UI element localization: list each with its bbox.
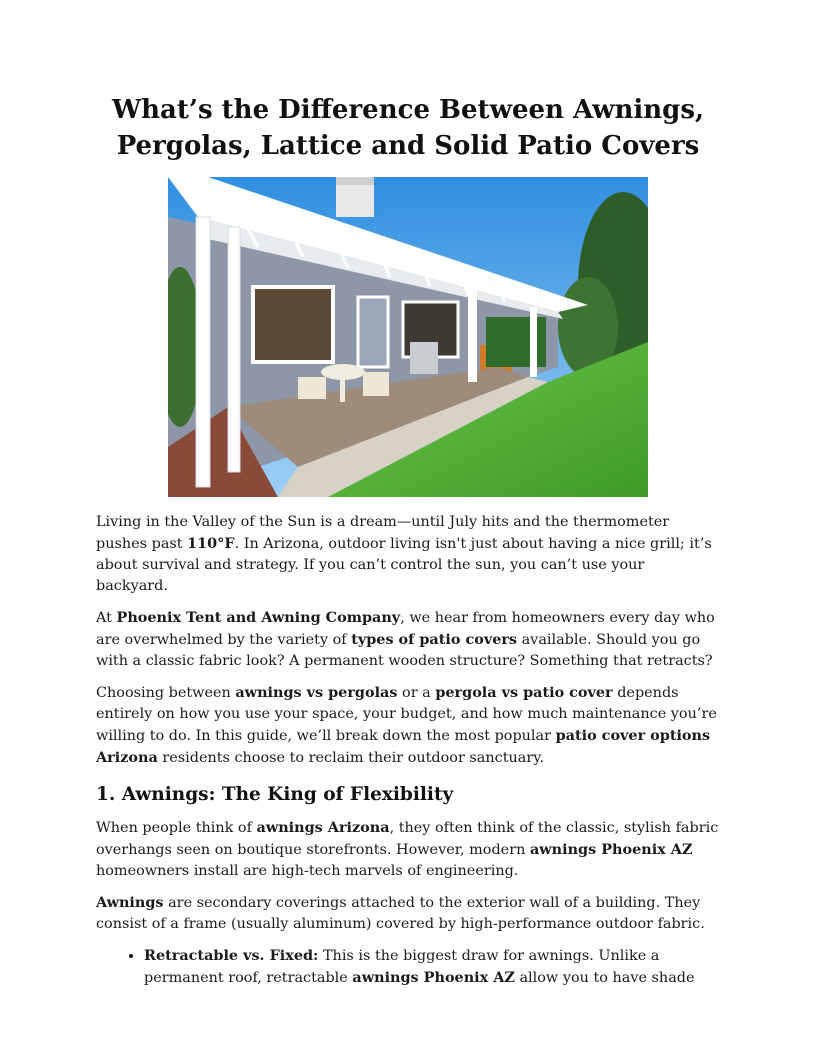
list-item: • Retractable vs. Fixed: This is the biggest draw for awnings. Unlike a permanent roof, retractable awnings Phoenix AZ allow you to have shade bbox=[144, 945, 720, 989]
section-heading-awnings: 1. Awnings: The King of Flexibility bbox=[96, 784, 454, 805]
article-body bbox=[96, 512, 720, 989]
awnings-paragraph-1: When people think of awnings Arizona, they often think of the classic, stylish fabric overhangs seen on boutique storefronts. However, modern awnings Phoenix AZ homeowners install are high-tech marvels of engineering. bbox=[96, 819, 719, 879]
awnings-paragraph-2: Awnings are secondary coverings attached to the exterior wall of a building. They consist of a frame (usually aluminum) covered by high-performance outdoor fabric. bbox=[96, 894, 705, 932]
patio-cover-photo-icon bbox=[168, 177, 648, 497]
intro-paragraph-2: At Phoenix Tent and Awning Company, we hear from homeowners every day who are overwhelmed by the variety of types of patio covers available. Should you go with a classic fabric look? A permanent wooden structure? Something that retracts? bbox=[96, 609, 715, 669]
intro-paragraph-1: Living in the Valley of the Sun is a dream—until July hits and the thermometer pushes past 110°F. In Arizona, outdoor living isn't just about having a nice grill; it’s about survival and strategy. If you can’t control the sun, you can’t use your backyard. bbox=[96, 514, 712, 594]
awnings-bullet-list bbox=[96, 945, 720, 989]
page-title: What’s the Difference Between Awnings, Pergolas, Lattice and Solid Patio Covers bbox=[111, 95, 705, 161]
intro-paragraph-3: Choosing between awnings vs pergolas or a pergola vs patio cover depends entirely on how you use your space, your budget, and how much maintenance you’re willing to do. In this guide, we’ll break down the most popular patio cover options Arizona residents choose to reclaim their outdoor sanctuary. bbox=[96, 684, 717, 766]
